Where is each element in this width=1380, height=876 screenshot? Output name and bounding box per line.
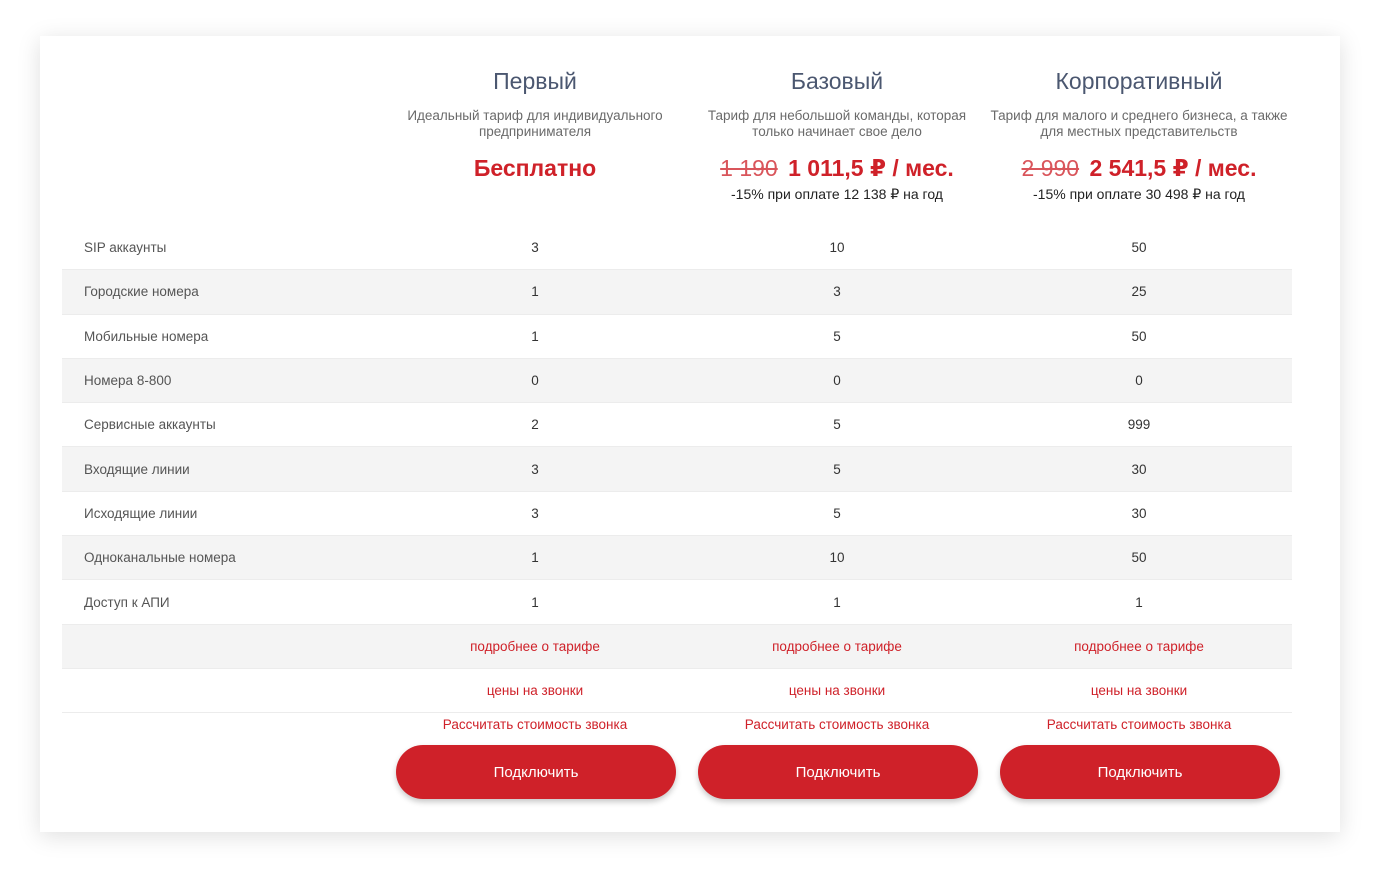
plan-description: Тариф для небольшой команды, которая только начинает свое дело: [707, 108, 967, 139]
feature-value: 10: [829, 550, 845, 566]
table-row-more-links: [62, 625, 1292, 669]
call-prices-link[interactable]: цены на звонки: [486, 683, 584, 699]
feature-value: 3: [531, 240, 539, 256]
plan-name: Первый: [493, 68, 577, 94]
call-prices-link[interactable]: цены на звонки: [1090, 683, 1188, 699]
plan-description: Тариф для малого и среднего бизнеса, а также для местных представительств: [990, 108, 1288, 139]
feature-value: 1: [531, 328, 539, 344]
feature-value: 1: [531, 550, 539, 566]
feature-value: 5: [833, 328, 841, 344]
plan-description: Идеальный тариф для индивидуального предпринимателя: [407, 108, 663, 139]
plan-yearly-note: -15% при оплате 12 138 ₽ на год: [731, 186, 943, 202]
feature-value: 5: [833, 417, 841, 433]
feature-value: 5: [833, 505, 841, 521]
connect-button-first[interactable]: Подключить: [396, 745, 676, 799]
more-about-plan-link[interactable]: подробнее о тарифе: [1074, 638, 1204, 654]
plan-old-price: 1 190: [720, 155, 778, 181]
table-row: [62, 315, 1292, 359]
plan-price: [686, 153, 988, 183]
connect-button-basic[interactable]: Подключить: [698, 745, 978, 799]
feature-value: 0: [833, 373, 841, 389]
feature-value: 50: [1131, 550, 1147, 566]
feature-label: Городские номера: [84, 284, 199, 300]
feature-value: 0: [1135, 373, 1143, 389]
feature-value: 3: [833, 284, 841, 300]
feature-value: 50: [1131, 240, 1147, 256]
feature-value: 30: [1131, 505, 1147, 521]
feature-value: 25: [1131, 284, 1147, 300]
plan-price-current: 2 541,5 ₽ / мес.: [1089, 155, 1257, 181]
feature-label: Входящие линии: [84, 461, 190, 477]
feature-label: Одноканальные номера: [84, 550, 236, 566]
table-row-call-prices: [62, 669, 1292, 713]
calc-links-row: [62, 716, 1292, 734]
table-row: [62, 580, 1292, 624]
feature-label: Исходящие линии: [84, 505, 198, 521]
feature-value: 3: [531, 505, 539, 521]
feature-label: Доступ к АПИ: [84, 594, 170, 610]
feature-value: 1: [531, 594, 539, 610]
feature-value: 0: [531, 373, 539, 389]
table-row: [62, 359, 1292, 403]
feature-table: [62, 226, 1292, 713]
table-row: [62, 492, 1292, 536]
feature-label: Мобильные номера: [84, 328, 209, 344]
feature-value: 1: [1135, 594, 1143, 610]
plan-header-first: [384, 64, 686, 183]
feature-value: 1: [833, 594, 841, 610]
plan-price-current: 1 011,5 ₽ / мес.: [788, 155, 954, 181]
feature-value: 10: [829, 240, 845, 256]
feature-value: 3: [531, 461, 539, 477]
plan-name: Корпоративный: [1055, 68, 1223, 94]
table-row: [62, 447, 1292, 491]
calc-call-cost-link[interactable]: Рассчитать стоимость звонка: [442, 717, 628, 732]
feature-value: 1: [531, 284, 539, 300]
feature-label: Сервисные аккаунты: [84, 417, 216, 433]
feature-value: 50: [1131, 328, 1147, 344]
feature-label: Номера 8-800: [84, 373, 172, 389]
feature-value: 30: [1131, 461, 1147, 477]
feature-value: 999: [1127, 417, 1151, 433]
plan-price-current: Бесплатно: [473, 155, 597, 181]
call-prices-link[interactable]: цены на звонки: [788, 683, 886, 699]
feature-value: 5: [833, 461, 841, 477]
feature-label: SIP аккаунты: [84, 240, 167, 256]
calc-call-cost-link[interactable]: Рассчитать стоимость звонка: [744, 717, 930, 732]
more-about-plan-link[interactable]: подробнее о тарифе: [470, 638, 600, 654]
plan-old-price: 2 990: [1021, 155, 1080, 181]
more-about-plan-link[interactable]: подробнее о тарифе: [772, 638, 902, 654]
plan-name: Базовый: [790, 68, 884, 94]
table-row: [62, 536, 1292, 580]
feature-value: 2: [531, 417, 539, 433]
plan-header-corporate: [988, 64, 1290, 203]
table-row: [62, 270, 1292, 314]
plan-price: [988, 153, 1290, 183]
plan-yearly-note: -15% при оплате 30 498 ₽ на год: [1033, 186, 1245, 202]
table-row: [62, 403, 1292, 447]
connect-button-corporate[interactable]: Подключить: [1000, 745, 1280, 799]
plan-price: [384, 153, 686, 183]
plan-header-basic: [686, 64, 988, 203]
table-row: [62, 226, 1292, 270]
calc-call-cost-link[interactable]: Рассчитать стоимость звонка: [1046, 717, 1232, 732]
pricing-card: [40, 36, 1340, 832]
